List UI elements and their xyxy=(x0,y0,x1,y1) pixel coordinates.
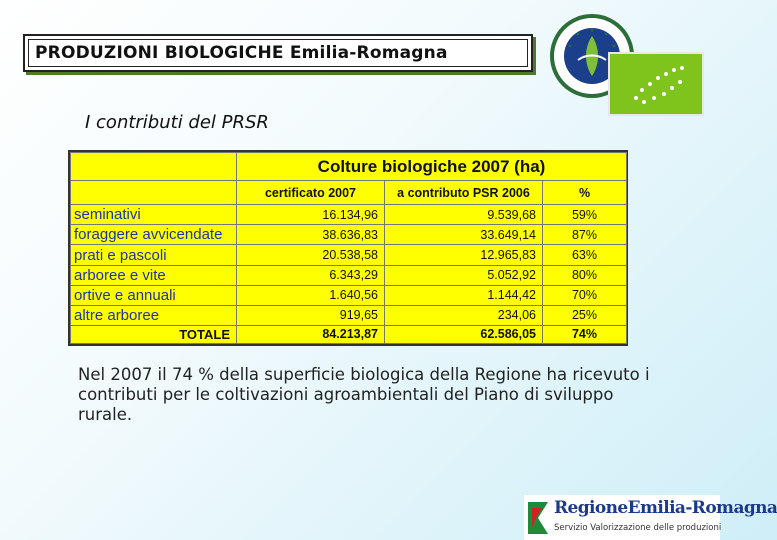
column-header-percent: % xyxy=(543,181,627,205)
service-name: Servizio Valorizzazione delle produzioni xyxy=(554,523,722,533)
cell-certificato: 6.343,29 xyxy=(237,265,385,285)
cell-certificato: 16.134,96 xyxy=(237,205,385,225)
cell-percent: 80% xyxy=(543,265,627,285)
total-label: TOTALE xyxy=(71,325,237,343)
table-corner xyxy=(71,153,237,181)
cell-percent: 63% xyxy=(543,245,627,265)
regione-flag-icon xyxy=(526,498,552,536)
row-label: seminativi xyxy=(71,205,237,225)
eu-organic-leaf-icon xyxy=(608,52,704,116)
regione-logo xyxy=(524,495,777,540)
table-title: Colture biologiche 2007 (ha) xyxy=(237,153,627,181)
table-corner-2 xyxy=(71,181,237,205)
cell-percent: 70% xyxy=(543,285,627,305)
row-label: foraggere avvicendate xyxy=(71,225,237,245)
table-row xyxy=(71,265,627,285)
cell-certificato: 20.538,58 xyxy=(237,245,385,265)
cell-contributo: 12.965,83 xyxy=(385,245,543,265)
total-percent: 74% xyxy=(543,325,627,343)
crops-table xyxy=(68,150,628,346)
cell-percent: 25% xyxy=(543,305,627,325)
cell-contributo: 1.144,42 xyxy=(385,285,543,305)
page-title: PRODUZIONI BIOLOGICHE Emilia-Romagna xyxy=(28,39,528,67)
total-certificato: 84.213,87 xyxy=(237,325,385,343)
row-label: arboree e vite xyxy=(71,265,237,285)
cell-contributo: 33.649,14 xyxy=(385,225,543,245)
cell-contributo: 5.052,92 xyxy=(385,265,543,285)
table-row xyxy=(71,245,627,265)
cell-percent: 59% xyxy=(543,205,627,225)
cell-percent: 87% xyxy=(543,225,627,245)
row-label: ortive e annuali xyxy=(71,285,237,305)
column-header-certificato: certificato 2007 xyxy=(237,181,385,205)
row-label: altre arboree xyxy=(71,305,237,325)
table-row xyxy=(71,205,627,225)
cell-contributo: 9.539,68 xyxy=(385,205,543,225)
cell-contributo: 234,06 xyxy=(385,305,543,325)
total-contributo: 62.586,05 xyxy=(385,325,543,343)
table-row xyxy=(71,305,627,325)
row-label: prati e pascoli xyxy=(71,245,237,265)
regione-brand: RegioneEmilia-Romagna xyxy=(554,498,777,518)
section-subtitle: I contributi del PRSR xyxy=(85,112,269,133)
column-header-contributo: a contributo PSR 2006 xyxy=(385,181,543,205)
table-row xyxy=(71,285,627,305)
summary-paragraph: Nel 2007 il 74 % della superficie biologica della Regione ha ricevuto i contributi per le coltivazioni agroambientali del Piano di sviluppo rurale. xyxy=(78,365,650,424)
title-box xyxy=(23,34,533,72)
cell-certificato: 38.636,83 xyxy=(237,225,385,245)
cell-certificato: 1.640,56 xyxy=(237,285,385,305)
table-row xyxy=(71,225,627,245)
cell-certificato: 919,65 xyxy=(237,305,385,325)
